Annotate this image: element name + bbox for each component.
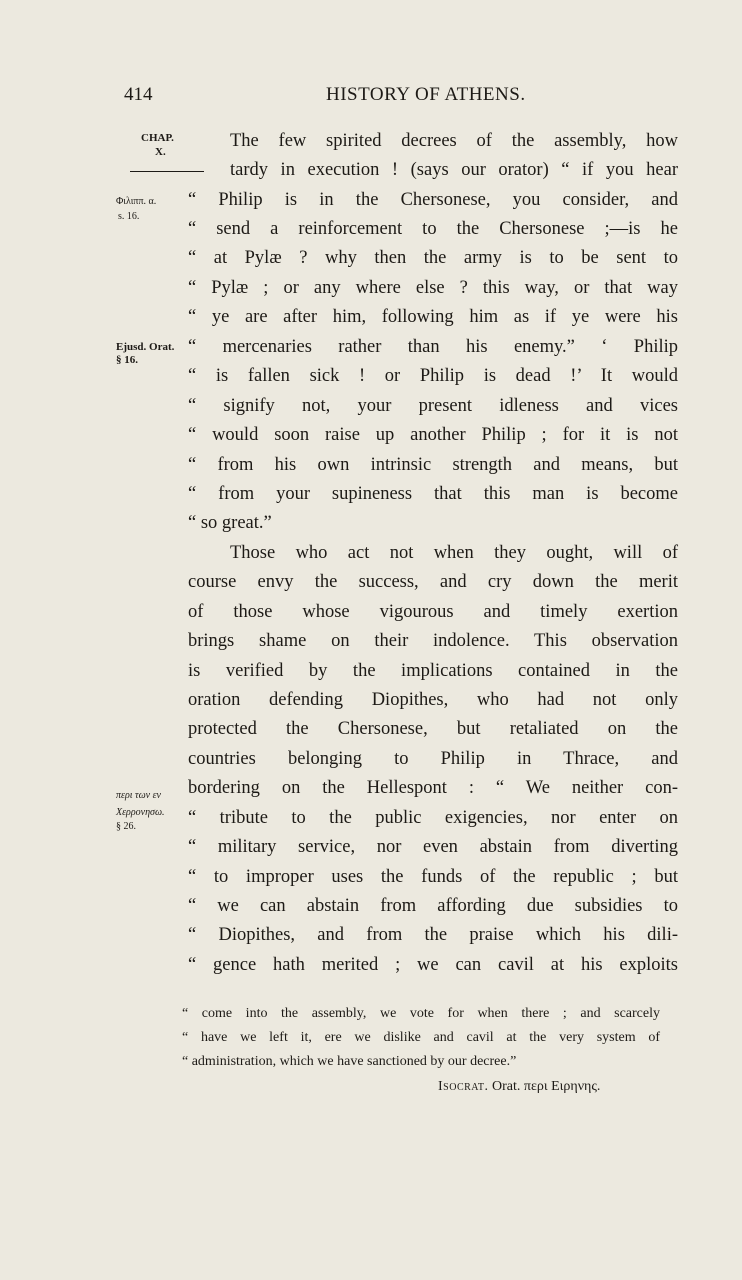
body-line: “ at Pylæ ? why then the army is to be sent to [188, 248, 678, 268]
body-line: “ so great.” [188, 513, 272, 533]
body-line: “ send a reinforcement to the Chersonese ;—is he [188, 219, 678, 239]
body-line: “ would soon raise up another Philip ; for it is not [188, 425, 678, 445]
citation-author: Isocrat. [438, 1079, 489, 1094]
footnote-line: “ have we left it, ere we dislike and cavil at the very system of [182, 1030, 660, 1045]
body-line: tardy in execution ! (says our orator) “ if you hear [230, 160, 678, 180]
body-line: “ Pylæ ; or any where else ? this way, or that way [188, 278, 678, 298]
body-line: “ military service, nor even abstain from diverting [188, 837, 678, 857]
body-line: of those whose vigourous and timely exertion [188, 602, 678, 622]
body-line: “ signify not, your present idleness and vices [188, 396, 678, 416]
page-header [0, 84, 742, 114]
footnote-line: “ come into the assembly, we vote for when there ; and scarcely [182, 1006, 660, 1021]
body-line: “ from your supineness that this man is become [188, 484, 678, 504]
margin-note-philipp: Φιλιππ. α. [116, 196, 157, 207]
body-line: “ ye are after him, following him as if ye were his [188, 307, 678, 327]
citation-work: Orat. περι Ειρηνης. [488, 1079, 601, 1094]
margin-note-ejusd-section: § 16. [116, 354, 138, 366]
chapter-rule [130, 171, 204, 172]
body-line: “ we can abstain from affording due subsidies to [188, 896, 678, 916]
margin-note-chersonese: Χερρονησω. [116, 807, 165, 818]
body-line: protected the Chersonese, but retaliated on the [188, 719, 678, 739]
margin-note-peri: περι των εν [116, 790, 161, 801]
margin-note-ejusd: Ejusd. Orat. [116, 341, 175, 353]
body-line: countries belonging to Philip in Thrace, and [188, 749, 678, 769]
body-line: “ from his own intrinsic strength and means, but [188, 455, 678, 475]
page-number: 414 [124, 84, 153, 105]
body-line: oration defending Diopithes, who had not only [188, 690, 678, 710]
margin-chap-number: X. [155, 146, 166, 158]
body-line: “ is fallen sick ! or Philip is dead !’ It would [188, 366, 678, 386]
margin-note-peri-section: § 26. [116, 821, 136, 832]
margin-chap-label: CHAP. [141, 132, 174, 144]
body-line: “ to improper uses the funds of the republic ; but [188, 867, 678, 887]
body-line: bordering on the Hellespont : “ We neither con- [188, 778, 678, 798]
footnote-citation [438, 1077, 678, 1097]
footnote-line: “ administration, which we have sanctioned by our decree.” [182, 1054, 517, 1069]
body-line: brings shame on their indolence. This observation [188, 631, 678, 651]
body-line: “ tribute to the public exigencies, nor enter on [188, 808, 678, 828]
margin-note-philipp-section: s. 16. [118, 211, 140, 222]
body-line: “ mercenaries rather than his enemy.” ‘ Philip [188, 337, 678, 357]
body-line: The few spirited decrees of the assembly, how [230, 131, 678, 151]
body-line: “ gence hath merited ; we can cavil at his exploits [188, 955, 678, 975]
body-line: course envy the success, and cry down the merit [188, 572, 678, 592]
running-title: HISTORY OF ATHENS. [326, 84, 526, 105]
body-line: is verified by the implications contained in the [188, 661, 678, 681]
body-line: Those who act not when they ought, will of [230, 543, 678, 563]
body-line: “ Philip is in the Chersonese, you consider, and [188, 190, 678, 210]
body-line: “ Diopithes, and from the praise which his dili- [188, 925, 678, 945]
